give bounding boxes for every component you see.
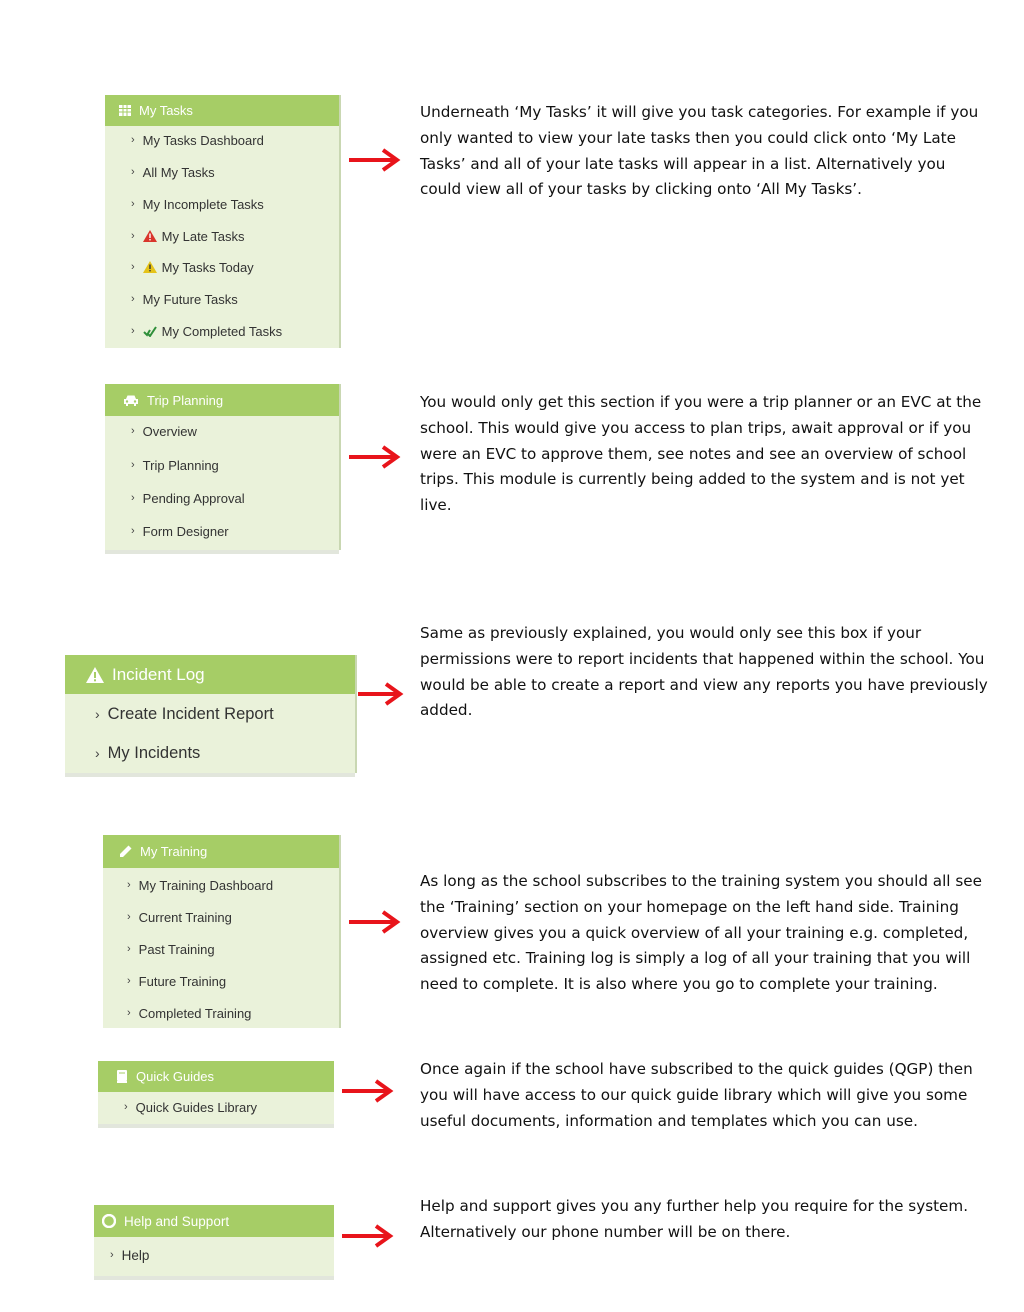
arrow-right-icon: [347, 444, 401, 470]
sidebar-item-create-incident-report[interactable]: [65, 695, 355, 733]
arrow-right-icon: [340, 1078, 394, 1104]
sidebar-item-pending-approval[interactable]: [105, 482, 339, 514]
chevron-right-icon: ›: [131, 325, 135, 337]
sidebar-item-help[interactable]: [94, 1238, 334, 1272]
chevron-right-icon: ›: [131, 198, 135, 210]
sidebar-item-my-tasks-today[interactable]: [105, 251, 339, 283]
sidebar-item-my-incomplete-tasks[interactable]: [105, 188, 339, 220]
chevron-right-icon: ›: [110, 1249, 114, 1261]
my-tasks-description: Underneath ‘My Tasks’ it will give you task categories. For example if you only wanted to view your late tasks then you could click onto ‘My Late Tasks’ and all of your late tasks will appear in a list. Alternatively you could view all of your tasks by clicking onto ‘All My Tasks’.: [420, 103, 979, 199]
warning-red-icon: [143, 230, 157, 242]
sidebar-item-trip-planning[interactable]: [105, 449, 339, 481]
chevron-right-icon: ›: [127, 943, 131, 955]
my-training-description: As long as the school subscribes to the training system you should all see the ‘Training’ section on your homepage on the left hand side. Training overview gives you a quick overview of all your training e.g. completed, assigned etc. Training log is simply a log of all your training that you will need to complete. It is also where you go to complete your training.: [420, 872, 982, 994]
sidebar-item-future-training[interactable]: [103, 965, 339, 997]
sidebar-item-label: Pending Approval: [142, 490, 245, 506]
sidebar-item-label: Trip Planning: [142, 457, 219, 473]
sidebar-item-my-incidents[interactable]: [65, 734, 355, 772]
sidebar-item-label: Overview: [142, 423, 197, 439]
my-training-panel: [103, 835, 341, 1028]
sidebar-item-label: My Tasks Dashboard: [142, 132, 264, 148]
sidebar-item-label: Current Training: [138, 909, 232, 925]
panel-bottom-border: [94, 1276, 334, 1280]
sidebar-item-form-designer[interactable]: [105, 515, 339, 547]
sidebar-item-my-completed-tasks[interactable]: [105, 315, 339, 347]
quick-guides-title: Quick Guides: [136, 1069, 215, 1084]
incident-log-panel: [65, 655, 357, 773]
car-icon: [123, 394, 139, 406]
chevron-right-icon: ›: [95, 706, 100, 722]
incident-log-title: Incident Log: [112, 664, 205, 684]
my-training-title: My Training: [140, 844, 208, 859]
chevron-right-icon: ›: [131, 261, 135, 273]
arrow-right-icon: [347, 909, 401, 935]
trip-planning-header[interactable]: [105, 384, 339, 416]
warning-icon: [86, 667, 104, 683]
arrow-right-icon: [340, 1223, 394, 1249]
trip-planning-description: You would only get this section if you were a trip planner or an EVC at the school. This would give you access to plan trips, await approval or if you were an EVC to approve them, see notes and see an overview of school trips. This module is currently being added to the system and is not yet live.: [420, 393, 982, 515]
arrow-right-icon: [356, 681, 404, 707]
my-tasks-header[interactable]: [105, 95, 339, 126]
sidebar-item-label: Create Incident Report: [107, 704, 274, 723]
sidebar-item-current-training[interactable]: [103, 901, 339, 933]
chevron-right-icon: ›: [131, 425, 135, 437]
sidebar-item-past-training[interactable]: [103, 933, 339, 965]
chevron-right-icon: ›: [127, 1007, 131, 1019]
my-training-header[interactable]: [103, 835, 339, 868]
sidebar-item-overview[interactable]: [105, 415, 339, 447]
sidebar-item-my-training-dashboard[interactable]: [103, 869, 339, 901]
panel-bottom-border: [98, 1124, 334, 1128]
sidebar-item-label: Completed Training: [138, 1005, 252, 1021]
help-support-description: Help and support gives you any further help you require for the system. Alternatively our phone number will be on there.: [420, 1197, 969, 1241]
help-support-title: Help and Support: [124, 1213, 230, 1229]
quick-guides-header[interactable]: [98, 1061, 334, 1092]
chevron-right-icon: ›: [95, 745, 100, 761]
sidebar-item-label: My Tasks Today: [161, 259, 254, 275]
sidebar-item-label: Quick Guides Library: [135, 1099, 258, 1115]
sidebar-item-quick-guides-library[interactable]: [98, 1091, 334, 1123]
sidebar-item-my-late-tasks[interactable]: [105, 220, 339, 252]
pencil-icon: [119, 845, 132, 858]
sidebar-item-label: Past Training: [138, 941, 215, 957]
chevron-right-icon: ›: [127, 911, 131, 923]
chevron-right-icon: ›: [131, 230, 135, 242]
sidebar-item-all-my-tasks[interactable]: [105, 156, 339, 188]
sidebar-item-label: Form Designer: [142, 523, 229, 539]
sidebar-item-label: My Incomplete Tasks: [142, 196, 264, 212]
sidebar-item-completed-training[interactable]: [103, 997, 339, 1029]
help-support-header[interactable]: [94, 1205, 334, 1237]
my-tasks-panel: [105, 95, 341, 348]
trip-planning-title: Trip Planning: [147, 392, 224, 408]
sidebar-item-label: All My Tasks: [142, 164, 215, 180]
sidebar-item-my-tasks-dashboard[interactable]: [105, 124, 339, 156]
quick-guides-panel: [98, 1061, 334, 1124]
chevron-right-icon: ›: [127, 975, 131, 987]
chevron-right-icon: ›: [131, 166, 135, 178]
table-icon: [119, 105, 131, 116]
my-tasks-title: My Tasks: [139, 103, 193, 118]
panel-bottom-border: [65, 773, 355, 777]
sidebar-item-label: Help: [121, 1247, 150, 1263]
sidebar-item-label: My Completed Tasks: [161, 323, 283, 339]
quick-guides-description: Once again if the school have subscribed to the quick guides (QGP) then you will have access to our quick guide library which will give you some useful documents, information and templates which you can use.: [420, 1060, 973, 1130]
arrow-right-icon: [347, 147, 401, 173]
panel-bottom-border: [105, 550, 339, 554]
incident-log-header[interactable]: [65, 655, 355, 694]
sidebar-item-label: My Incidents: [107, 743, 201, 762]
lifebuoy-icon: [102, 1214, 116, 1228]
sidebar-item-label: My Late Tasks: [161, 228, 245, 244]
sidebar-item-label: My Training Dashboard: [138, 877, 274, 893]
help-support-panel: [94, 1205, 334, 1276]
chevron-right-icon: ›: [131, 134, 135, 146]
chevron-right-icon: ›: [131, 525, 135, 537]
chevron-right-icon: ›: [131, 293, 135, 305]
warning-yellow-icon: [143, 261, 157, 273]
chevron-right-icon: ›: [131, 459, 135, 471]
chevron-right-icon: ›: [131, 492, 135, 504]
sidebar-item-label: Future Training: [138, 973, 227, 989]
sidebar-item-my-future-tasks[interactable]: [105, 283, 339, 315]
sidebar-item-label: My Future Tasks: [142, 291, 238, 307]
chevron-right-icon: ›: [124, 1101, 128, 1113]
incident-log-description: Same as previously explained, you would only see this box if your permissions were to report incidents that happened within the school. You would be able to create a report and view any reports you have previously added.: [420, 624, 988, 720]
chevron-right-icon: ›: [127, 879, 131, 891]
checkmark-icon: [143, 325, 157, 337]
book-icon: [116, 1070, 128, 1083]
trip-planning-panel: [105, 384, 341, 550]
